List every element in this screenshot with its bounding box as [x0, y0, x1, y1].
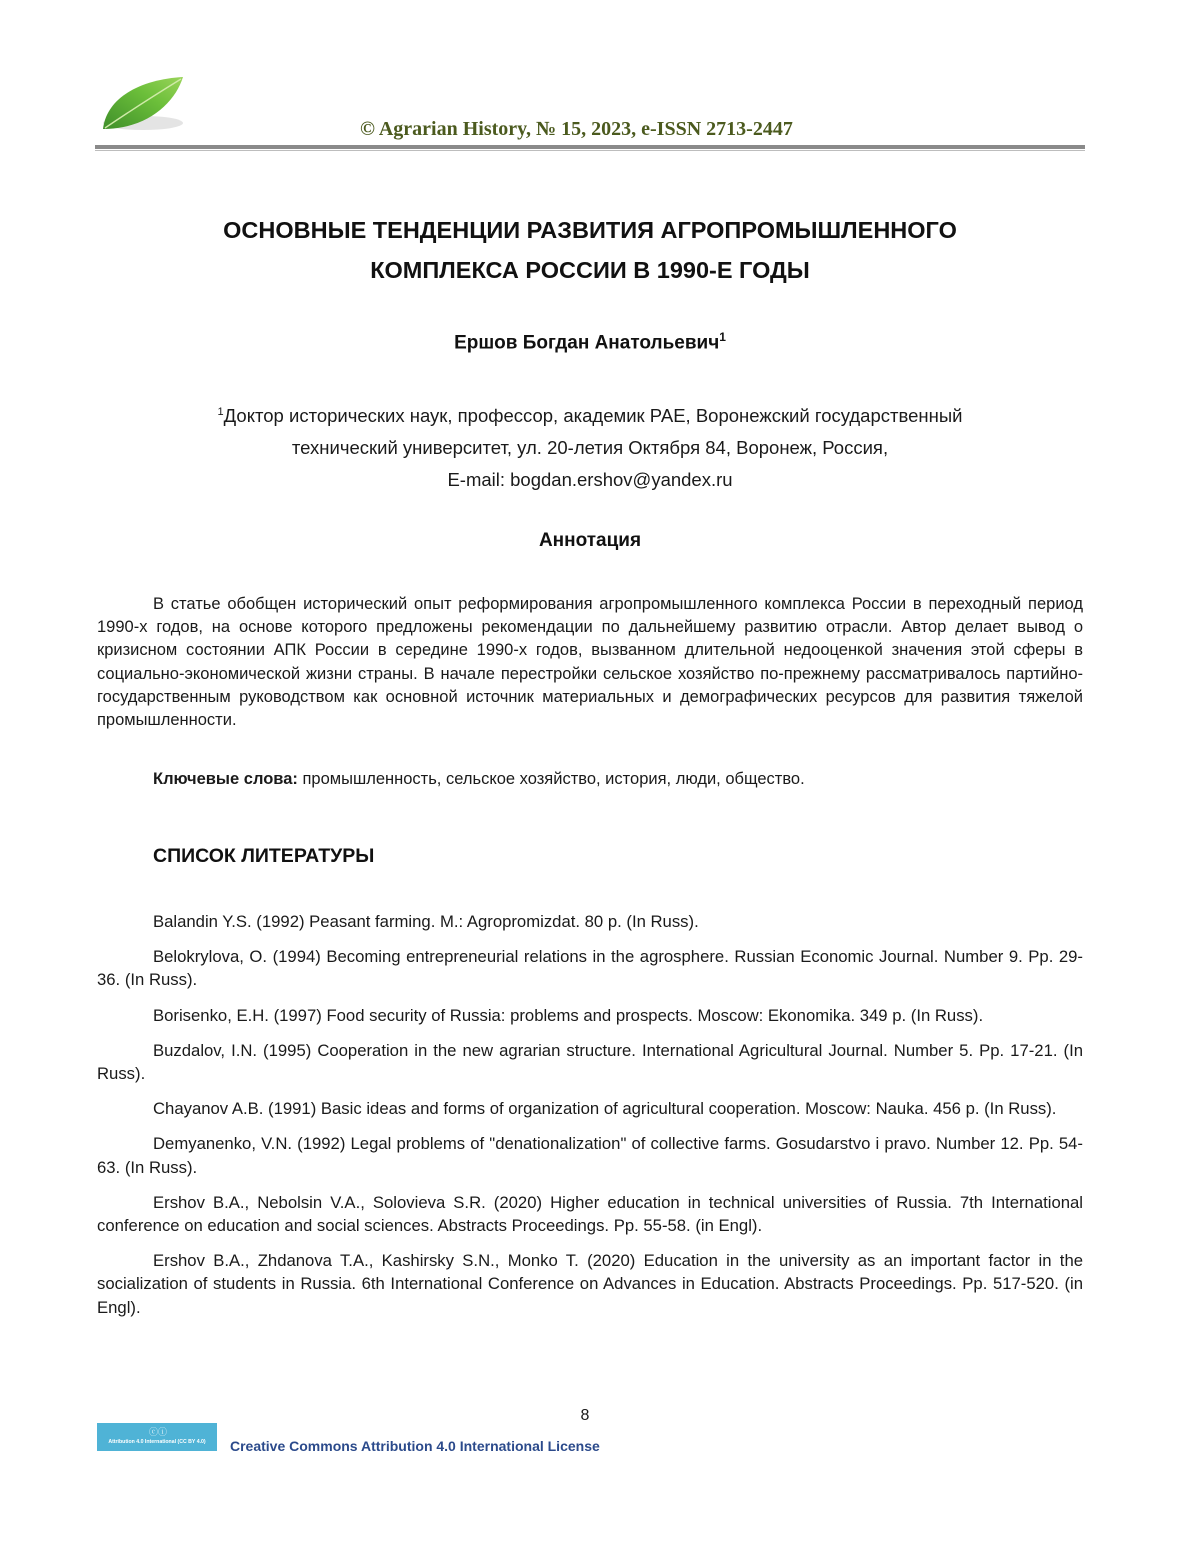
- reference-item: Balandin Y.S. (1992) Peasant farming. M.: Agropromizdat. 80 p. (In Russ).: [153, 912, 699, 931]
- journal-citation: © Agrarian History, № 15, 2023, e-ISSN 2713-2447: [360, 118, 793, 140]
- reference-item: Ershov B.A., Zhdanova T.A., Kashirsky S.N., Monko T. (2020) Education in the university as an important factor in the socialization of students in Russia. 6th International Conference on Advances in Education. Abstracts Proceedings. Pp. 517-520. (in Engl).: [97, 1251, 1083, 1317]
- title-line-1: ОСНОВНЫЕ ТЕНДЕНЦИИ РАЗВИТИЯ АГРОПРОМЫШЛЕННОГО: [223, 217, 957, 243]
- header-rule: [95, 145, 1085, 149]
- reference-item: Ershov B.A., Nebolsin V.A., Solovieva S.R. (2020) Higher education in technical universities of Russia. 7th International conference on education and social sciences. Abstracts Proceedings. Pp. 55-58. (in Engl).: [97, 1192, 1083, 1236]
- reference-item: Chayanov A.B. (1991) Basic ideas and forms of organization of agricultural cooperation. Moscow: Nauka. 456 p. (In Russ).: [153, 1099, 1057, 1119]
- page-number: 8: [580, 1407, 590, 1424]
- keywords: [153, 770, 1083, 789]
- reference-item: Demyanenko, V.N. (1992) Legal problems of "denationalization" of collective farms. Gosudarstvo i pravo. Number 12. Pp. 54-63. (In Russ).: [97, 1134, 1083, 1177]
- affiliation-footnote-mark: 1: [217, 406, 224, 418]
- keywords-label: Ключевые слова:: [153, 770, 298, 788]
- keywords-text: промышленность, сельское хозяйство, история, люди, общество.: [297, 770, 805, 788]
- author-footnote-mark: 1: [719, 330, 726, 344]
- cc-by-icon: ⓒⓘ: [149, 1427, 168, 1437]
- title-line-2: КОМПЛЕКСА РОССИИ В 1990-Е ГОДЫ: [370, 257, 810, 283]
- reference-item: Belokrylova, O. (1994) Becoming entrepreneurial relations in the agrosphere. Russian Economic Journal. Number 9. Pp. 29-36. (In Russ).: [97, 947, 1083, 990]
- references-list: [97, 910, 1083, 1331]
- affiliation-line-2: технический университет, ул. 20-летия Октября 84, Воронеж, Россия,: [291, 437, 889, 459]
- header-rule-thin: [95, 150, 1085, 151]
- abstract-heading: Аннотация: [538, 530, 642, 551]
- author-name: [97, 330, 1083, 354]
- article-title: [97, 210, 1083, 290]
- author-email: E-mail: bogdan.ershov@yandex.ru: [447, 469, 733, 491]
- author-affiliation: [97, 396, 1083, 496]
- abstract-text: В статье обобщен исторический опыт реформирования агропромышленного комплекса России в переходный период 1990-х годов, на основе которого предложены рекомендации по дальнейшему развитию отрасли. Автор делает вывод о кризисном состоянии АПК России в середине 1990-х годов, вызванном длительной недооценкой значения этой сферы в социально-экономической жизни страны. В начале перестройки сельское хозяйство по-прежнему рассматривалось партийно-государственным руководством как основной источник материальных и демографических ресурсов для развития тяжелой промышленности.: [97, 595, 1083, 730]
- green-leaf-icon: [95, 73, 187, 135]
- reference-item: Buzdalov, I.N. (1995) Cooperation in the new agrarian structure. International Agricultural Journal. Number 5. Pp. 17-21. (In Russ).: [97, 1040, 1083, 1084]
- references-heading: СПИСОК ЛИТЕРАТУРЫ: [153, 845, 375, 867]
- license-link[interactable]: Creative Commons Attribution 4.0 International License: [230, 1438, 600, 1454]
- affiliation-line-1: Доктор исторических наук, профессор, академик РАЕ, Воронежский государственный: [223, 405, 963, 427]
- author-text: Ершов Богдан Анатольевич: [454, 332, 720, 354]
- reference-item: Borisenko, E.H. (1997) Food security of Russia: problems and prospects. Moscow: Ekonomika. 349 p. (In Russ).: [153, 1005, 984, 1025]
- cc-badge-text: Attribution 4.0 International (CC BY 4.0): [108, 1439, 206, 1445]
- cc-by-badge[interactable]: [97, 1423, 217, 1451]
